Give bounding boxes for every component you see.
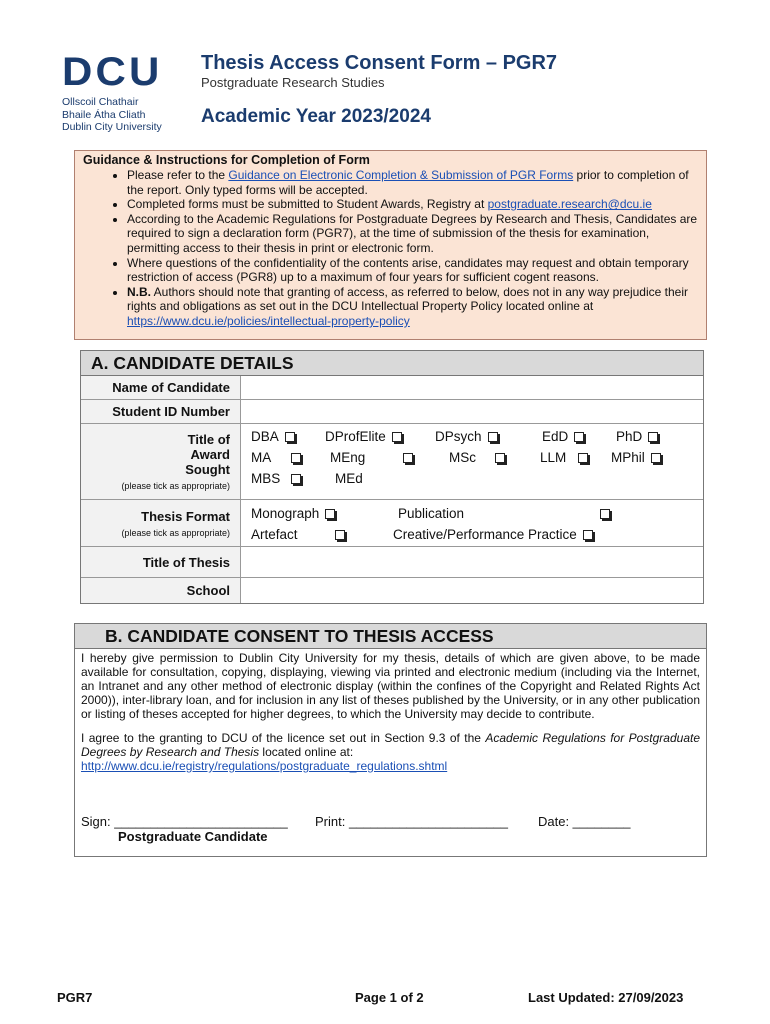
format-option-monograph[interactable]: Monograph: [251, 506, 335, 521]
footer-page: Page 1 of 2: [355, 990, 424, 1005]
student-id-row: [81, 400, 703, 424]
award-label-cell: [81, 424, 241, 499]
checkbox[interactable]: [648, 432, 658, 442]
logo-line: Ollscoil Chathair: [62, 96, 139, 108]
guidance-item: • According to the Academic Regulations for Postgraduate Degrees by Research and Thesis, Candidates are required to sign a declaration form (PGR7), at the time of submission of the thesis for examination, permitting access to their thesis in print or electronic form.: [127, 212, 698, 256]
award-option-llm[interactable]: LLM: [540, 450, 588, 465]
checkbox[interactable]: [285, 432, 295, 442]
checkbox[interactable]: [335, 530, 345, 540]
name-field[interactable]: [241, 376, 703, 399]
consent-body: [75, 649, 706, 773]
checkbox[interactable]: [651, 453, 661, 463]
checkbox[interactable]: [403, 453, 413, 463]
form-title: Thesis Access Consent Form – PGR7: [201, 52, 558, 74]
email-link[interactable]: postgraduate.research@dcu.ie: [487, 197, 652, 212]
licence-paragraph: I agree to the granting to DCU of the licence set out in Section 9.3 of the Academic Regulations for Postgraduate Degrees by Research and Thesis located online at: http://www.dcu.ie/registry/regulations/postgraduate_regulations.shtml: [81, 731, 701, 773]
guidance-list: [83, 168, 698, 329]
format-options: [241, 500, 703, 546]
award-option-mphil[interactable]: MPhil: [611, 450, 661, 465]
checkbox[interactable]: [583, 530, 593, 540]
student-id-label: Student ID Number: [81, 400, 241, 423]
name-row: [81, 376, 703, 400]
thesis-title-label: Title of Thesis: [81, 547, 241, 577]
checkbox[interactable]: [325, 509, 335, 519]
checkbox[interactable]: [578, 453, 588, 463]
award-label: Title of Award Sought: [185, 432, 230, 477]
award-options: [241, 424, 703, 499]
award-option-dpsych[interactable]: DPsych: [435, 429, 498, 444]
school-field[interactable]: [241, 578, 703, 603]
consent-paragraph: I hereby give permission to Dublin City University for my thesis, details of which are given above, to be made available for consultation, copying, displaying, viewing via printed and electronic medium (including via the Internet, an Intranet and any other method of electronic display (within the confines of the Copyright and Related Rights Act 2000)), inter-library loan, and for inclusion in any list of theses published by the University, or in any other publication or listing of theses accepted for higher degrees, to which the University may decide to contribute.: [81, 651, 700, 721]
award-option-mbs[interactable]: MBS: [251, 471, 301, 486]
thesis-title-field[interactable]: [241, 547, 703, 577]
footer-updated: Last Updated: 27/09/2023: [528, 990, 684, 1005]
dcu-logo: [62, 52, 174, 134]
print-field[interactable]: Print: ______________________: [315, 814, 509, 829]
form-subtitle: Postgraduate Research Studies: [201, 75, 385, 90]
checkbox[interactable]: [392, 432, 402, 442]
date-field[interactable]: Date: ________: [538, 814, 631, 829]
school-label: School: [81, 578, 241, 603]
regulations-link[interactable]: http://www.dcu.ie/registry/regulations/postgraduate_regulations.shtml: [81, 759, 448, 773]
award-option-dprofelite[interactable]: DProfElite: [325, 429, 402, 444]
thesis-format-row: [81, 500, 703, 547]
format-option-artefact[interactable]: Artefact: [251, 527, 345, 542]
award-option-phd[interactable]: PhD: [616, 429, 658, 444]
ip-policy-link[interactable]: https://www.dcu.ie/policies/intellectual-property-policy: [127, 313, 410, 328]
guidance-item: • Completed forms must be submitted to Student Awards, Registry at postgraduate.research@dcu.ie: [127, 197, 698, 212]
award-note: (please tick as appropriate): [121, 481, 230, 491]
section-b-heading: B. CANDIDATE CONSENT TO THESIS ACCESS: [75, 624, 706, 649]
logo-mark: DCU: [62, 50, 163, 94]
award-option-med[interactable]: MEd: [335, 471, 363, 486]
award-option-msc[interactable]: MSc: [449, 450, 505, 465]
award-row: [81, 424, 703, 500]
name-label: Name of Candidate: [81, 376, 241, 399]
academic-year: Academic Year 2023/2024: [201, 106, 431, 127]
footer-code: PGR7: [57, 990, 93, 1005]
guidance-item: • Where questions of the confidentiality of the contents arise, candidates may request and obtain temporary restriction of access (PGR8) up to a maximum of four years for sufficient cogent reasons.: [127, 256, 698, 285]
guidance-item: • Please refer to the Guidance on Electronic Completion & Submission of PGR Forms prior to completion of the report. Only typed forms will be accepted.: [127, 168, 698, 197]
logo-line: Bhaile Átha Cliath: [62, 108, 146, 121]
checkbox[interactable]: [291, 474, 301, 484]
checkbox[interactable]: [291, 453, 301, 463]
candidate-label: Postgraduate Candidate: [118, 829, 268, 844]
format-label: Thesis Format: [141, 508, 230, 524]
consent-section: [74, 623, 707, 857]
checkbox[interactable]: [600, 509, 610, 519]
logo-line: Dublin City University: [62, 121, 162, 133]
checkbox[interactable]: [495, 453, 505, 463]
checkbox[interactable]: [488, 432, 498, 442]
student-id-field[interactable]: [241, 400, 703, 423]
thesis-title-row: [81, 547, 703, 578]
award-option-ma[interactable]: MA: [251, 450, 301, 465]
candidate-details-section: [80, 350, 704, 604]
format-option-publication[interactable]: Publication: [398, 506, 610, 521]
section-a-heading: A. CANDIDATE DETAILS: [81, 351, 703, 376]
guidance-link[interactable]: Guidance on Electronic Completion & Submission of PGR Forms: [228, 168, 574, 182]
school-row: [81, 578, 703, 603]
format-label-cell: [81, 500, 241, 546]
guidance-box: [74, 150, 707, 340]
award-option-dba[interactable]: DBA: [251, 429, 295, 444]
award-option-edd[interactable]: EdD: [542, 429, 584, 444]
award-option-meng[interactable]: MEng: [330, 450, 413, 465]
checkbox[interactable]: [574, 432, 584, 442]
guidance-item: • N.B. Authors should note that granting of access, as referred to below, does not in any way prejudice their rights and obligations as set out in the DCU Intellectual Property Policy located online at https://www.dcu.ie/policies/intellectual-property-policy: [127, 285, 698, 329]
format-option-creative[interactable]: Creative/Performance Practice: [393, 527, 593, 542]
sign-field[interactable]: Sign: ________________________: [81, 814, 288, 829]
format-note: (please tick as appropriate): [121, 527, 230, 538]
guidance-title: Guidance & Instructions for Completion of Form: [83, 153, 370, 167]
